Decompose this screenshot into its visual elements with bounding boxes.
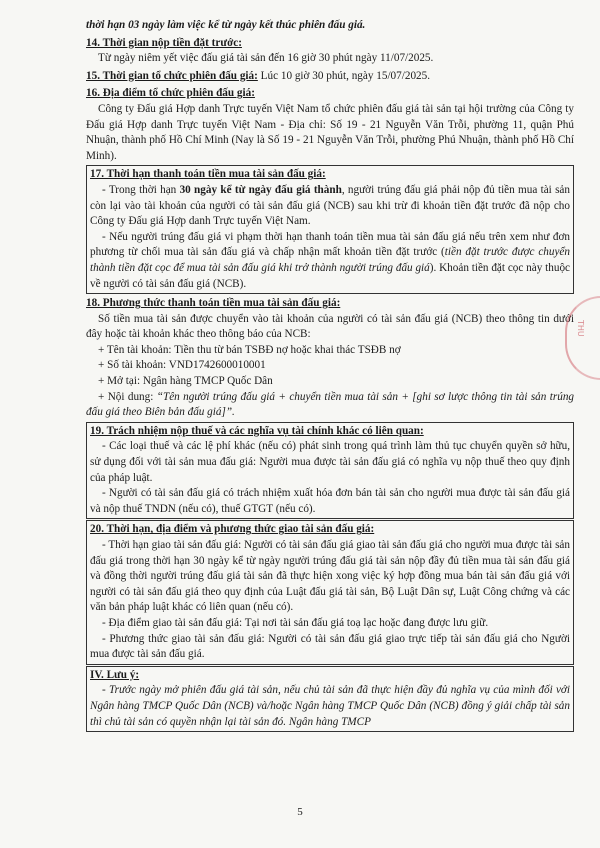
section-20-box <box>86 520 574 664</box>
section-20-p3: - Phương thức giao tài sản đấu giá: Người có tài sản đấu giá giao trực tiếp tài sản đấu giá cho Người mua được tài sản đấu giá. <box>90 632 570 661</box>
s17-p1-b: 30 ngày kể từ ngày đấu giá thành <box>179 183 342 196</box>
stamp-text: THU <box>576 320 585 337</box>
s18-content-a: + Nội dung: <box>98 390 157 403</box>
section-19-heading: 19. Trách nhiệm nộp thuế và các nghĩa vụ tài chính khác có liên quan: <box>90 424 424 437</box>
section-18-item: + Số tài khoản: VND1742600010001 <box>98 359 266 372</box>
section-16-body: Công ty Đấu giá Hợp danh Trực tuyến Việt Nam tổ chức phiên đấu giá tài sản tại hội trường của Công ty Đấu giá Hợp danh Trực tuyến Việt Nam - Địa chỉ: Số 19 - 21 Nguyễn Văn Trỗi, phường 11, quận Phú Nhuận, thành phố Hồ Chí Minh (Nay là Số 19 - 21 Nguyễn Văn Trỗi, phường Phú Nhuận, thành phố Hồ Chí Minh). <box>86 102 574 162</box>
s17-p1-a: - Trong thời hạn <box>102 183 180 196</box>
section-18-intro: Số tiền mua tài sản được chuyển vào tài khoản của người có tài sản đấu giá (NCB) theo thông tin dưới đây hoặc tài khoản khác theo thông báo của NCB: <box>86 312 574 341</box>
section-18-title <box>86 296 574 312</box>
section-14-title <box>86 36 574 52</box>
section-17-box <box>86 165 574 294</box>
section-18-item: + Tên tài khoản: Tiền thu từ bán TSBĐ nợ hoặc khai thác TSĐB nợ <box>98 343 401 356</box>
section-19-p2: - Người có tài sản đấu giá có trách nhiệm xuất hóa đơn bán tài sản cho người mua được tài sản đấu giá và nộp thuế TNDN (nếu có), thuế GTGT (nếu có). <box>90 487 570 515</box>
section-20-p1: - Thời hạn giao tài sản đấu giá: Người có tài sản đấu giá giao tài sản đấu giá cho người mua được tài sản đấu giá trong thời hạn 30 ngày kể từ ngày người trúng đấu giá tài sản nộp đầy đủ tiền mua tài sản đấu giá và đồng thời người trúng đấu giá tài sản đã thực hiện xong việc ký hợp đồng mua bán tài sản đấu giá với người có tài sản đấu giá theo quy định của Luật đấu giá tài sản, Bộ Luật Dân sự, Luật Công chứng và các văn bản pháp luật khác có liên quan (nếu có). <box>90 539 570 614</box>
section-16-heading: 16. Địa điểm tổ chức phiên đấu giá: <box>86 87 255 100</box>
section-15-heading: 15. Thời gian tổ chức phiên đấu giá: <box>86 69 258 82</box>
section-18-content <box>86 390 574 421</box>
section-19-p1: - Các loại thuế và các lệ phí khác (nếu có) phát sinh trong quá trình làm thủ tục chuyển quyền sở hữu, sử dụng đối với tài sản mua đấu giá: Người mua được tài sản đấu giá có nghĩa vụ nộp thuế theo quy định của pháp luật. <box>90 440 570 484</box>
section-17-p2 <box>90 230 570 292</box>
section-20-p2: - Địa điểm giao tài sản đấu giá: Tại nơi tài sản đấu giá toạ lạc hoặc đang được lưu giữ. <box>102 616 489 629</box>
section-iv-note: - Trước ngày mở phiên đấu giá tài sản, nếu chủ tài sản đã thực hiện đầy đủ nghĩa vụ của mình đối với Ngân hàng TMCP Quốc Dân (NCB) và/hoặc Ngân hàng TMCP Quốc Dân (NCB) đồng ý giải chấp tài sản thì chủ tài sản có quyền nhận lại tài sản đó. Ngân hàng TMCP <box>90 684 570 728</box>
page-number: 5 <box>297 806 303 818</box>
continuation-line: thời hạn 03 ngày làm việc kể từ ngày kết thúc phiên đấu giá. <box>86 19 366 31</box>
section-18-item: + Mở tại: Ngân hàng TMCP Quốc Dân <box>98 375 273 388</box>
section-17-p1 <box>90 183 570 230</box>
section-20-heading: 20. Thời hạn, địa điểm và phương thức giao tài sản đấu giá: <box>90 523 375 536</box>
section-19-box <box>86 422 574 520</box>
section-19-title <box>90 424 570 440</box>
s17-p2-b: tiền đặt trước được chuyển thành tiền đặt cọc để mua tài sản đấu giá khi trở thành người trúng đấu giá <box>90 246 570 274</box>
s17-p1-c: , người trúng đấu giá phải nộp đủ tiền mua tài sản còn lại vào tài khoản của người có tài sản đấu giá (NCB) sau khi trừ đi khoản tiền đặt trước đã nộp cho Công ty Đấu giá Hợp danh Trực tuyến Việt Nam. <box>90 183 570 228</box>
section-15 <box>86 69 574 85</box>
section-17-heading: 17. Thời hạn thanh toán tiền mua tài sản đấu giá: <box>90 168 326 181</box>
section-iv-heading: IV. Lưu ý: <box>90 668 140 681</box>
s17-p2-c: ). Khoản tiền đặt cọc này thuộc về người có tài sản đấu giá (NCB). <box>90 261 571 290</box>
document-page <box>86 18 574 733</box>
section-18-heading: 18. Phương thức thanh toán tiền mua tài sản đấu giá: <box>86 297 341 310</box>
section-iv-title <box>90 668 570 684</box>
section-14-heading: 14. Thời gian nộp tiền đặt trước: <box>86 36 242 49</box>
s18-content-b: “Tên người trúng đấu giá + chuyển tiền mua tài sản + [ghi sơ lược thông tin tài sản trúng đấu giá theo Biên bản đấu giá]”. <box>86 390 575 419</box>
section-20-title <box>90 522 570 538</box>
section-14-body: Từ ngày niêm yết việc đấu giá tài sản đến 16 giờ 30 phút ngày 11/07/2025. <box>98 52 434 65</box>
section-16-title <box>86 86 574 102</box>
s17-p2-a: - Nếu người trúng đấu giá vi phạm thời hạn thanh toán tiền mua tài sản đấu giá nếu trên xem như đơn phương từ chối mua tài sản đấu giá và chấp nhận mất khoản tiền đặt trước ( <box>90 230 570 259</box>
section-17-title <box>90 167 570 183</box>
section-15-body: Lúc 10 giờ 30 phút, ngày 15/07/2025. <box>257 69 431 82</box>
section-iv-box <box>86 666 574 732</box>
